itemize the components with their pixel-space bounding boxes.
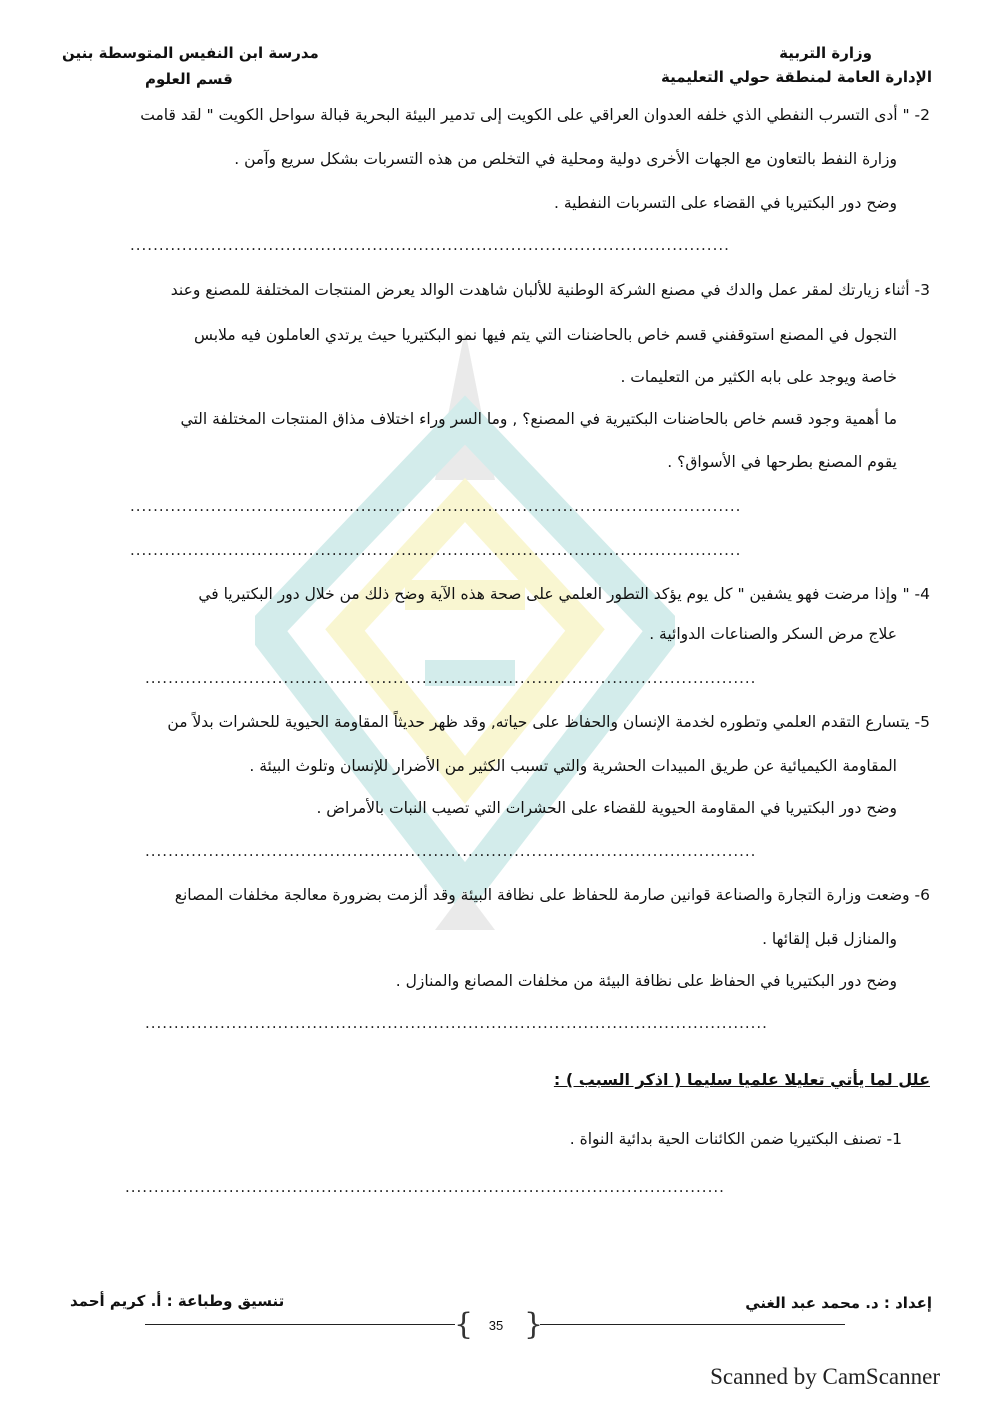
footer-rule-left (145, 1324, 455, 1325)
question-2-line-2: وزارة النفط بالتعاون مع الجهات الأخرى دولية ومحلية في التخلص من هذه التسربات بشكل سريع وآمن . (234, 150, 897, 168)
right-brace-icon: } (524, 1307, 544, 1342)
district-name: الإدارة العامة لمنطقة حولي التعليمية (660, 68, 932, 86)
question-3-line-5: يقوم المصنع بطرحها في الأسواق؟ . (667, 453, 897, 471)
section-title: علل لما يأتي تعليلا علميا سليما ( اذكر السبب ) : (553, 1070, 930, 1089)
question-5-line-3: وضح دور البكتيريا في المقاومة الحيوية للقضاء على الحشرات التي تصيب النبات بالأمراض . (316, 799, 897, 817)
question-5-line-2: المقاومة الكيميائية عن طريق المبيدات الحشرية والتي تسبب الكثير من الأضرار للإنسان وتلوث البيئة . (249, 757, 897, 775)
question-3-line-4: ما أهمية وجود قسم خاص بالحاضنات البكتيرية في المصنع؟ , وما السر وراء اختلاف مذاق المنتجات المختلفة التي (180, 410, 897, 428)
school-name: مدرسة ابن النفيس المتوسطة بنين (62, 44, 319, 62)
question-2-line-3: وضح دور البكتيريا في القضاء على التسربات النفطية . (554, 194, 897, 212)
question-4-answer-line[interactable]: .......................................................................................................... (145, 669, 757, 687)
question-6-line-1: 6- وضعت وزارة التجارة والصناعة قوانين صارمة للحفاظ على نظافة البيئة وقد ألزمت بضرورة معالجة مخلفات المصانع (174, 886, 930, 904)
ministry-name: وزارة التربية (779, 44, 872, 62)
question-2-answer-line[interactable]: ........................................................................................................ (130, 236, 730, 254)
question-2-line-1: 2- " أدى التسرب النفطي الذي خلفه العدوان العراقي على الكويت إلى تدمير البيئة البحرية قبالة سواحل الكويت " لقد قامت (140, 106, 930, 124)
question-5-answer-line[interactable]: .......................................................................................................... (145, 842, 757, 860)
question-3-line-1: 3- أثناء زيارتك لمقر عمل والدك في مصنع الشركة الوطنية للألبان شاهدت الوالد يعرض المنتجات المختلفة للمصنع وعند (170, 281, 930, 299)
page-number: 35 (488, 1318, 504, 1333)
justify-item-1: 1- تصنف البكتيريا ضمن الكائنات الحية بدائية النواة . (569, 1130, 902, 1148)
question-3-answer-line-2[interactable]: .......................................................................................................... (130, 541, 742, 559)
question-3-line-3: خاصة ويوجد على بابه الكثير من التعليمات . (620, 368, 897, 386)
question-4-line-2: علاج مرض السكر والصناعات الدوائية . (649, 625, 897, 643)
question-5-line-1: 5- يتسارع التقدم العلمي وتطوره لخدمة الإنسان والحفاظ على حياته, وقد ظهر حديثاً المقاومة الحيوية للحشرات بدلاً من (167, 713, 930, 731)
question-3-line-2: التجول في المصنع استوقفني قسم خاص بالحاضنات التي يتم فيها نمو البكتيريا حيث يرتدي العاملون فيه ملابس (194, 326, 897, 344)
question-6-line-2: والمنازل قبل إلقائها . (762, 930, 897, 948)
scanner-watermark: Scanned by CamScanner (710, 1364, 940, 1389)
department-name: قسم العلوم (145, 70, 233, 88)
question-6-line-3: وضح دور البكتيريا في الحفاظ على نظافة البيئة من مخلفات المصانع والمنازل . (395, 972, 897, 990)
left-brace-icon: { (454, 1307, 474, 1342)
justify-item-1-answer-line[interactable]: ........................................................................................................ (125, 1178, 725, 1196)
question-3-answer-line-1[interactable]: .......................................................................................................... (130, 497, 742, 515)
prepared-by: إعداد : د. محمد عبد الغني (745, 1294, 932, 1312)
question-6-answer-line[interactable]: ............................................................................................................ (145, 1014, 768, 1032)
formatted-by: تنسيق وطباعة : أ. كريم أحمد (70, 1292, 285, 1310)
footer-rule-right (540, 1324, 845, 1325)
question-4-line-1: 4- " وإذا مرضت فهو يشفين " كل يوم يؤكد التطور العلمي على صحة هذه الآية وضح ذلك من خلال دور البكتيريا في (198, 585, 930, 603)
